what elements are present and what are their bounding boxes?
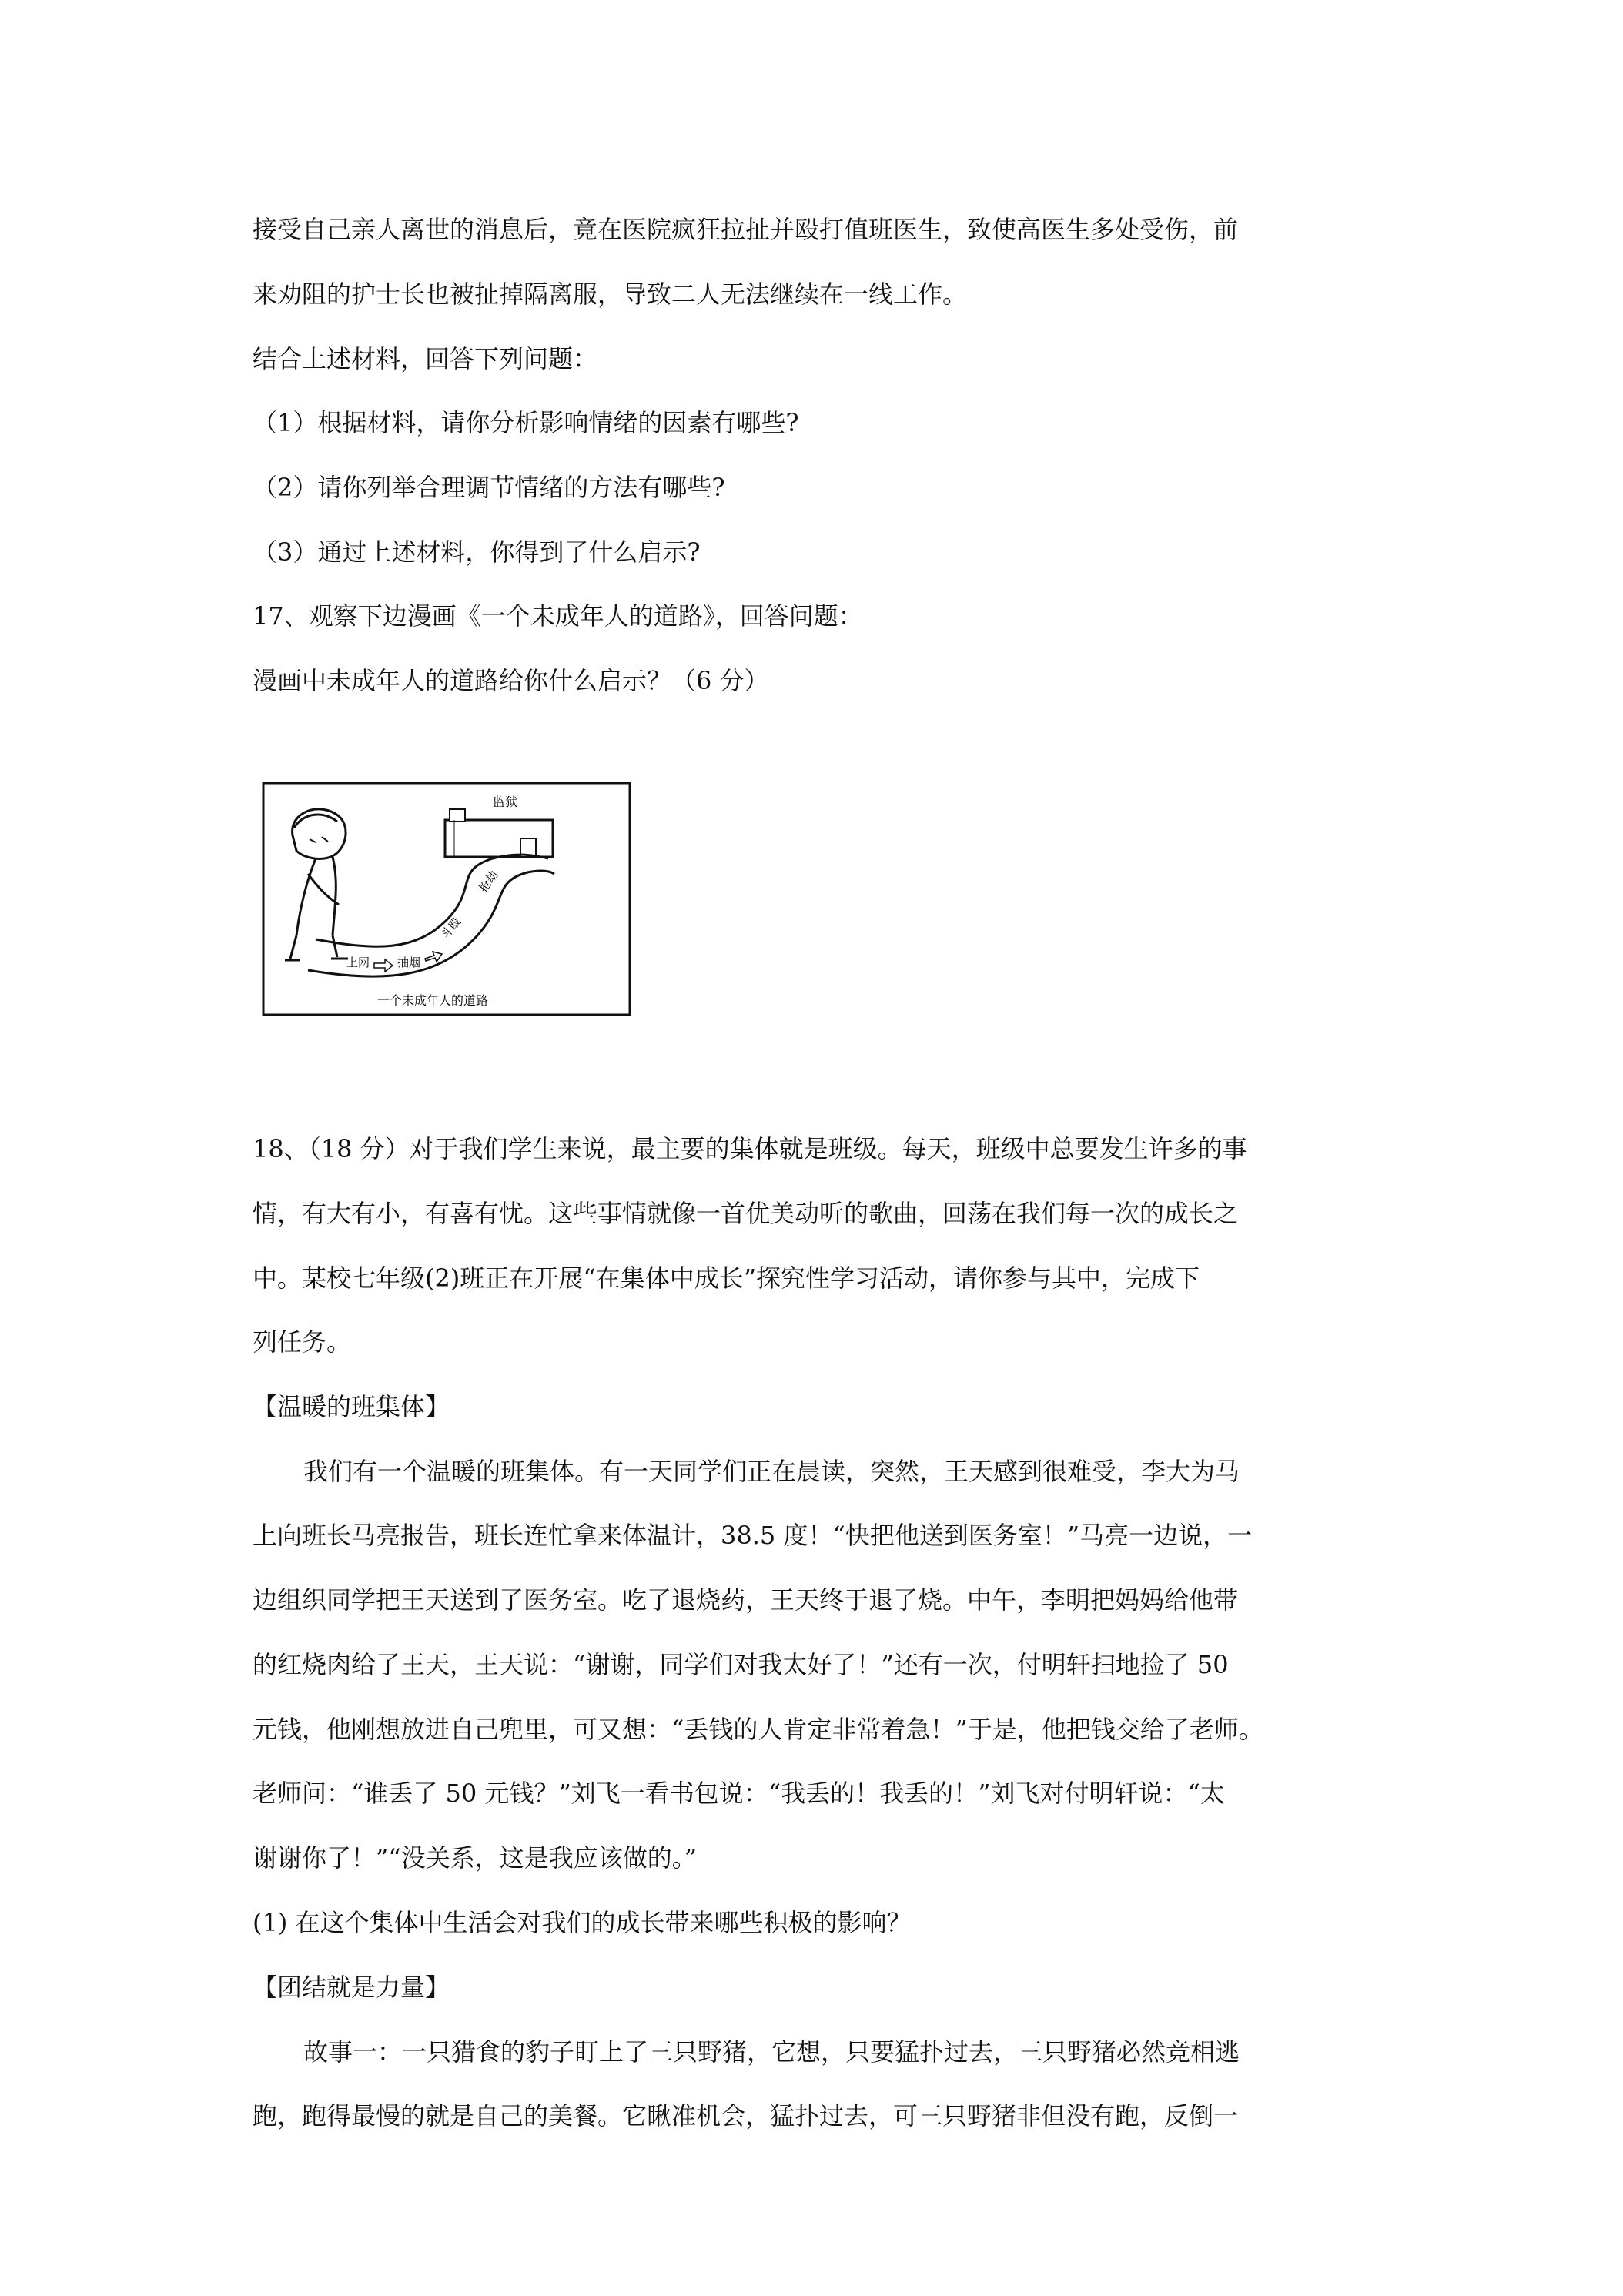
section-heading: 【温暖的班集体】 [253,1392,450,1421]
paragraph-line: 上向班长马亮报告，班长连忙拿来体温计，38.5 度！“快把他送到医务室！”马亮一边说，一 [253,1521,1253,1550]
text-line: 接受自己亲人离世的消息后，竟在医院疯狂拉扯并殴打值班医生，致使高医生多处受伤，前 [253,215,1239,244]
step-label: 抽烟 [397,956,421,969]
cartoon-caption: 一个未成年人的道路 [377,993,489,1008]
paragraph-line: 我们有一个温暖的班集体。有一天同学们正在晨读，突然，王天感到很难受，李大为马 [303,1457,1240,1486]
question-item: （2）请你列举合理调节情绪的方法有哪些? [253,473,725,502]
text-line: 情，有大有小，有喜有忧。这些事情就像一首优美动听的歌曲，回荡在我们每一次的成长之 [253,1199,1239,1228]
text-line: 结合上述材料，回答下列问题： [253,344,598,373]
step-label: 抢劫 [476,868,501,895]
text-line: 列任务。 [253,1327,352,1357]
question-item: （3）通过上述材料，你得到了什么启示? [253,537,701,567]
question-17-title: 17、观察下边漫画《一个未成年人的道路》，回答问题： [253,601,863,631]
paragraph-line: 跑，跑得最慢的就是自己的美餐。它瞅准机会，猛扑过去，可三只野猪非但没有跑，反倒一 [253,2101,1239,2130]
paragraph-line: 故事一：一只猎食的豹子盯上了三只野猪，它想，只要猛扑过去，三只野猪必然竞相逃 [303,2037,1240,2067]
section-heading: 【团结就是力量】 [253,1973,450,2002]
text-line: 来劝阻的护士长也被扯掉隔离服，导致二人无法继续在一线工作。 [253,279,968,309]
paragraph-line: 老师问：“谁丢了 50 元钱？”刘飞一看书包说：“我丢的！我丢的！”刘飞对付明轩说：“太 [253,1779,1225,1808]
text-line: 中。某校七年级(2)班正在开展“在集体中成长”探究性学习活动，请你参与其中，完成下 [253,1263,1200,1293]
step-label: 斗殴 [438,915,464,942]
paragraph-line: 的红烧肉给了王天，王天说：“谢谢，同学们对我太好了！”还有一次，付明轩扫地捡了 50 [253,1650,1229,1679]
paragraph-line: 边组织同学把王天送到了医务室。吃了退烧药，王天终于退了烧。中午，李明把妈妈给他带 [253,1585,1239,1615]
question-18-intro: 18、（18 分）对于我们学生来说，最主要的集体就是班级。每天，班级中总要发生许多的事 [253,1134,1247,1163]
question-17-prompt: 漫画中未成年人的道路给你什么启示？（6 分） [253,666,769,695]
paragraph-line: 元钱，他刚想放进自己兜里，可又想：“丢钱的人肯定非常着急！”于是，他把钱交给了老师。 [253,1715,1263,1744]
step-label: 上网 [346,956,370,969]
question-item: (1) 在这个集体中生活会对我们的成长带来哪些积极的影响？ [253,1908,912,1937]
prison-label: 监狱 [493,795,518,809]
paragraph-line: 谢谢你了！”“没关系，这是我应该做的。” [253,1843,698,1873]
cartoon-image [262,782,631,1016]
question-item: （1）根据材料，请你分析影响情绪的因素有哪些? [253,408,799,437]
